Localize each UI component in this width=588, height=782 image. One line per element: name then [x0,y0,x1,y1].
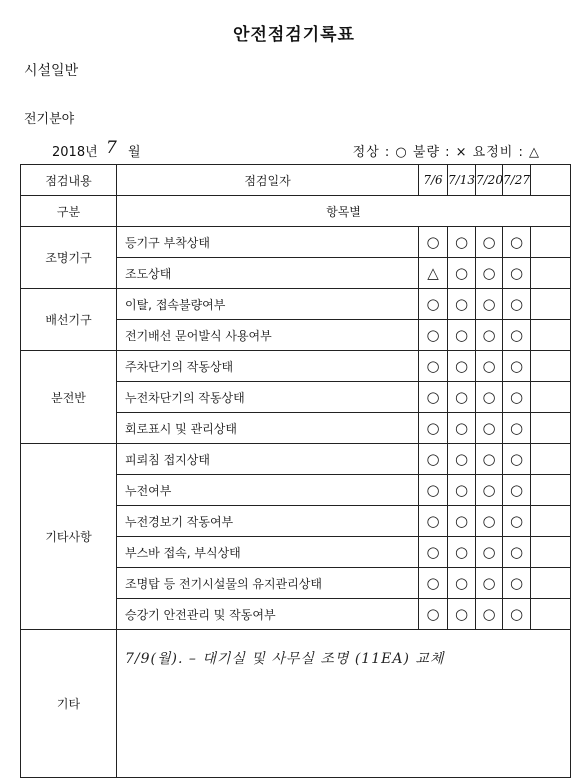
category-cell: 분전반 [21,351,117,444]
status-mark: ○ [419,320,448,351]
status-mark: ○ [448,227,476,258]
section-facility-heading: 시설일반 [24,63,79,79]
etc-note-cell [117,630,571,778]
date-col-4: 7/27 [503,165,531,196]
status-mark: ○ [476,537,503,568]
status-mark: △ [419,258,448,289]
status-mark: ○ [476,568,503,599]
status-mark: ○ [476,413,503,444]
status-mark: ○ [448,289,476,320]
status-mark: ○ [476,351,503,382]
status-mark: ○ [476,227,503,258]
item-label: 누전경보기 작동여부 [117,506,419,537]
header-inspection-content: 점검내용 [21,165,117,196]
status-mark: ○ [476,475,503,506]
status-mark: ○ [419,537,448,568]
status-mark: ○ [448,258,476,289]
item-label: 전기배선 문어발식 사용여부 [117,320,419,351]
status-mark: ○ [448,506,476,537]
status-mark: ○ [448,413,476,444]
date-col-1: 7/6 [419,165,448,196]
status-mark: ○ [419,382,448,413]
status-mark: ○ [419,289,448,320]
empty-cell [531,413,571,444]
header-category: 구분 [21,196,117,227]
status-mark: ○ [503,599,531,630]
empty-cell [531,320,571,351]
empty-cell [531,227,571,258]
status-mark: ○ [448,351,476,382]
status-mark: ○ [503,475,531,506]
item-label: 부스바 접속, 부식상태 [117,537,419,568]
status-mark: ○ [419,475,448,506]
status-legend: 정상 : ○ 불량 : × 요정비 : △ [352,145,540,160]
status-mark: ○ [503,444,531,475]
item-label: 누전차단기의 작동상태 [117,382,419,413]
item-label: 조명탑 등 전기시설물의 유지관리상태 [117,568,419,599]
empty-cell [531,444,571,475]
status-mark: ○ [419,227,448,258]
etc-row [21,630,571,778]
item-label: 회로표시 및 관리상태 [117,413,419,444]
empty-date-cell [531,165,571,196]
inspection-month: 7 [106,138,117,158]
status-mark: ○ [476,506,503,537]
status-mark: ○ [448,537,476,568]
document-title: 안전점검기록표 [233,25,355,45]
status-mark: ○ [419,444,448,475]
status-mark: ○ [476,289,503,320]
status-mark: ○ [448,475,476,506]
table-row [21,227,571,258]
table-row [21,351,571,382]
item-label: 누전여부 [117,475,419,506]
item-label: 이탈, 접속불량여부 [117,289,419,320]
header-items: 항목별 [117,196,571,227]
status-mark: ○ [476,599,503,630]
empty-cell [531,475,571,506]
status-mark: ○ [503,413,531,444]
status-mark: ○ [419,351,448,382]
empty-cell [531,258,571,289]
inspection-month-unit: 월 [128,145,141,160]
status-mark: ○ [476,320,503,351]
status-mark: ○ [419,506,448,537]
status-mark: ○ [419,599,448,630]
etc-label: 기타 [21,630,117,778]
status-mark: ○ [448,568,476,599]
section-electric-heading: 전기분야 [24,112,75,127]
empty-cell [531,506,571,537]
date-col-2: 7/13 [448,165,476,196]
table-row [21,444,571,475]
item-label: 주차단기의 작동상태 [117,351,419,382]
status-mark: ○ [503,382,531,413]
status-mark: ○ [476,258,503,289]
status-mark: ○ [503,537,531,568]
item-label: 등기구 부착상태 [117,227,419,258]
status-mark: ○ [503,320,531,351]
status-mark: ○ [448,320,476,351]
etc-note: 7/9(월). – 대기실 및 사무실 조명 (11EA) 교체 [125,651,445,667]
item-label: 조도상태 [117,258,419,289]
empty-cell [531,568,571,599]
status-mark: ○ [503,289,531,320]
empty-cell [531,537,571,568]
status-mark: ○ [476,382,503,413]
status-mark: ○ [503,506,531,537]
item-label: 승강기 안전관리 및 작동여부 [117,599,419,630]
status-mark: ○ [448,382,476,413]
status-mark: ○ [503,227,531,258]
status-mark: ○ [419,568,448,599]
status-mark: ○ [503,258,531,289]
inspection-year: 2018년 [52,145,98,160]
status-mark: ○ [503,568,531,599]
category-cell: 조명기구 [21,227,117,289]
status-mark: ○ [476,444,503,475]
header-inspection-date: 점검일자 [117,165,419,196]
inspection-table [20,164,571,778]
status-mark: ○ [419,413,448,444]
status-mark: ○ [448,444,476,475]
empty-cell [531,382,571,413]
empty-cell [531,289,571,320]
table-row [21,289,571,320]
empty-cell [531,599,571,630]
status-mark: ○ [448,599,476,630]
category-cell: 배선기구 [21,289,117,351]
date-col-3: 7/20 [476,165,503,196]
status-mark: ○ [503,351,531,382]
item-label: 피뢰침 접지상태 [117,444,419,475]
empty-cell [531,351,571,382]
category-cell: 기타사항 [21,444,117,630]
